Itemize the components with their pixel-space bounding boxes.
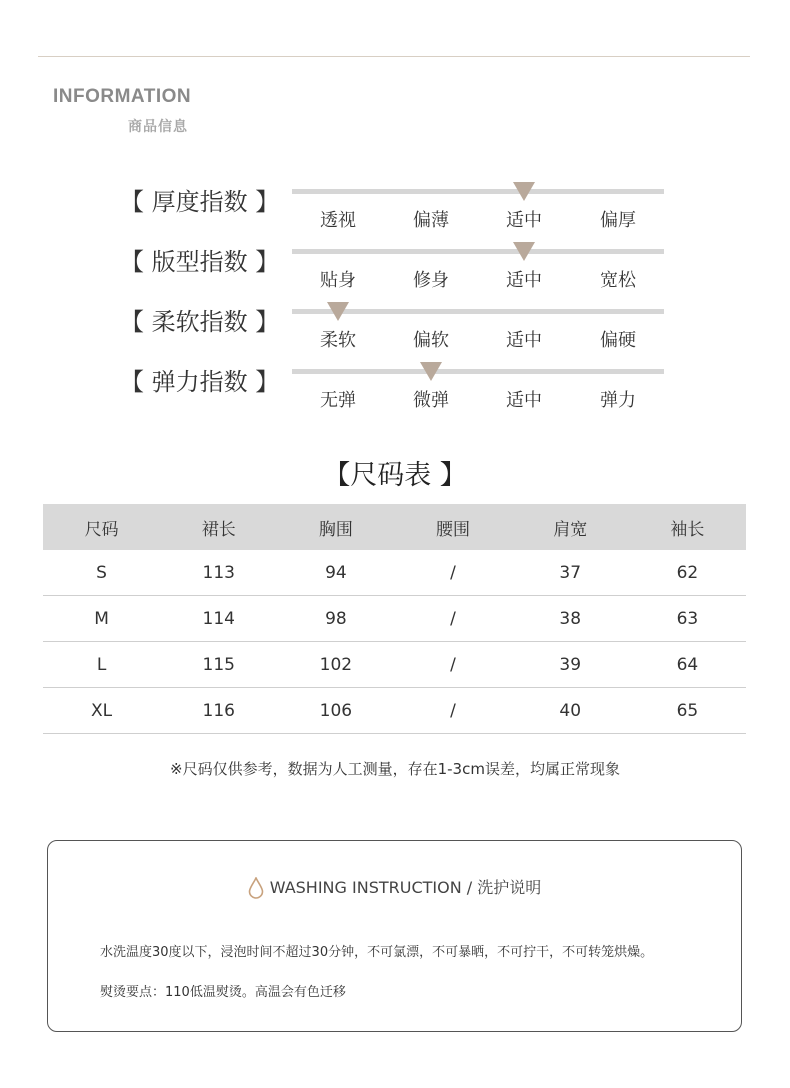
table-cell: 38 xyxy=(512,596,629,642)
table-cell: 65 xyxy=(629,688,746,734)
index-option: 透视 xyxy=(320,210,356,231)
table-cell: 64 xyxy=(629,642,746,688)
index-option: 无弹 xyxy=(320,390,356,411)
size-note: ※尺码仅供参考，数据为人工测量，存在1-3cm误差，均属正常现象 xyxy=(170,760,620,778)
table-cell: 37 xyxy=(512,550,629,596)
index-option: 适中 xyxy=(506,270,542,291)
index-options xyxy=(292,266,664,292)
table-cell: 102 xyxy=(277,642,394,688)
table-cell: 116 xyxy=(160,688,277,734)
index-marker-triangle-icon xyxy=(420,362,442,381)
washing-instruction-box xyxy=(47,840,742,1032)
index-label: 【 厚度指数 】 xyxy=(120,188,280,216)
table-cell: 40 xyxy=(512,688,629,734)
washing-line-1: 水洗温度30度以下，浸泡时间不超过30分钟，不可氯漂，不可暴晒，不可拧干，不可转笼烘燥。 xyxy=(100,945,654,960)
table-cell: 115 xyxy=(160,642,277,688)
header-waist: 腰围 xyxy=(394,504,511,550)
index-option: 贴身 xyxy=(320,270,356,291)
index-marker-triangle-icon xyxy=(513,242,535,261)
table-cell: 94 xyxy=(277,550,394,596)
index-scale-bar xyxy=(292,249,664,254)
table-cell: / xyxy=(394,596,511,642)
page-title: INFORMATION xyxy=(53,86,192,107)
table-cell: 62 xyxy=(629,550,746,596)
water-drop-icon xyxy=(248,877,264,903)
index-row-fit xyxy=(0,242,790,302)
table-cell: M xyxy=(43,596,160,642)
table-cell: L xyxy=(43,642,160,688)
table-cell: S xyxy=(43,550,160,596)
table-row xyxy=(43,688,746,734)
page-subtitle: 商品信息 xyxy=(128,119,188,135)
index-marker-triangle-icon xyxy=(327,302,349,321)
size-table xyxy=(43,504,746,734)
index-option: 适中 xyxy=(506,390,542,411)
header-sleeve: 袖长 xyxy=(629,504,746,550)
index-option: 偏硬 xyxy=(600,330,636,351)
table-row xyxy=(43,550,746,596)
index-option: 偏厚 xyxy=(600,210,636,231)
index-row-elasticity xyxy=(0,362,790,422)
index-option: 弹力 xyxy=(600,390,636,411)
washing-line-2: 熨烫要点：110低温熨烫。高温会有色迁移 xyxy=(100,985,346,1000)
index-scale-bar xyxy=(292,189,664,194)
size-table-header-row xyxy=(43,504,746,550)
table-cell: 63 xyxy=(629,596,746,642)
table-cell: / xyxy=(394,642,511,688)
index-option: 微弹 xyxy=(413,390,449,411)
index-options xyxy=(292,326,664,352)
index-option: 修身 xyxy=(413,270,449,291)
table-cell: 39 xyxy=(512,642,629,688)
index-row-thickness xyxy=(0,182,790,242)
table-cell: 113 xyxy=(160,550,277,596)
top-divider xyxy=(38,56,750,57)
size-chart-title: 【尺码表 】 xyxy=(323,460,467,491)
index-row-softness xyxy=(0,302,790,362)
index-label: 【 弹力指数 】 xyxy=(120,368,280,396)
index-options xyxy=(292,206,664,232)
table-cell: 98 xyxy=(277,596,394,642)
table-cell: 106 xyxy=(277,688,394,734)
index-option: 适中 xyxy=(506,210,542,231)
index-label: 【 版型指数 】 xyxy=(120,248,280,276)
index-option: 适中 xyxy=(506,330,542,351)
header-dress-length: 裙长 xyxy=(160,504,277,550)
table-cell: / xyxy=(394,688,511,734)
index-label: 【 柔软指数 】 xyxy=(120,308,280,336)
table-row xyxy=(43,596,746,642)
header-shoulder: 肩宽 xyxy=(512,504,629,550)
table-cell: XL xyxy=(43,688,160,734)
index-scale-bar xyxy=(292,369,664,374)
index-option: 偏薄 xyxy=(413,210,449,231)
header-size: 尺码 xyxy=(43,504,160,550)
washing-heading-row xyxy=(48,875,741,903)
index-marker-triangle-icon xyxy=(513,182,535,201)
table-cell: 114 xyxy=(160,596,277,642)
table-row xyxy=(43,642,746,688)
index-option: 偏软 xyxy=(413,330,449,351)
table-cell: / xyxy=(394,550,511,596)
index-options xyxy=(292,386,664,412)
washing-heading: WASHING INSTRUCTION / 洗护说明 xyxy=(269,878,542,897)
index-option: 宽松 xyxy=(600,270,636,291)
index-option: 柔软 xyxy=(320,330,356,351)
header-bust: 胸围 xyxy=(277,504,394,550)
